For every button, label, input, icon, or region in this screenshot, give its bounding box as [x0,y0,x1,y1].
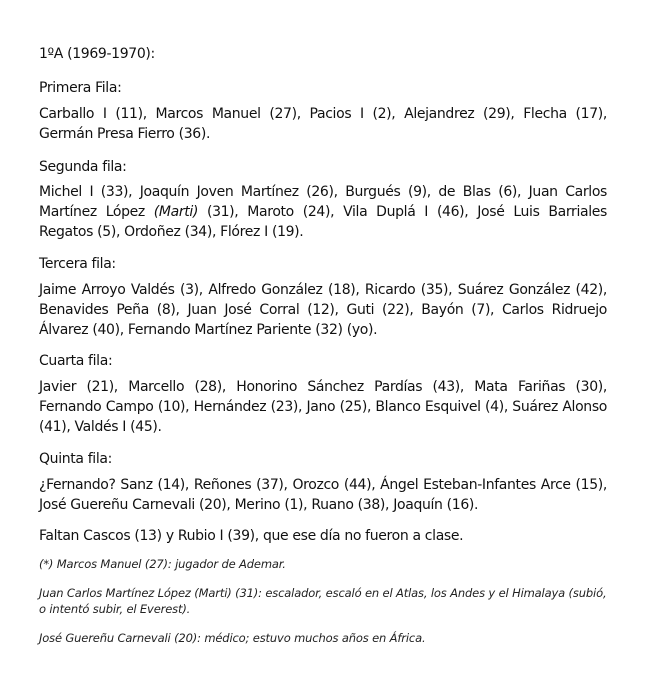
footnote-2: Juan Carlos Martínez López (Marti) (31): escalador, escaló en el Atlas, los Andes y el Himalaya (subió, o intentó subir, el Everest). [39,586,607,616]
class-heading: 1ºA (1969-1970): [39,46,155,62]
row-label-first: Primera Fila: [39,80,122,96]
row-names-second [39,182,607,242]
row-label-third: Tercera fila: [39,256,116,272]
row-label-second: Segunda fila: [39,159,127,175]
absent-note: Faltan Cascos (13) y Rubio I (39), que ese día no fueron a clase. [39,528,464,544]
row-names-second-part2: (31), Maroto (24), Vila Duplá I (46), José Luis Barriales Regatos (5), Ordoñez (34), Flórez I (19). [39,204,607,240]
row-names-fifth: ¿Fernando? Sanz (14), Reñones (37), Orozco (44), Ángel Esteban-Infantes Arce (15), José Guereñu Carnevali (20), Merino (1), Ruano (38), Joaquín (16). [39,477,607,513]
footnote-1: (*) Marcos Manuel (27): jugador de Ademar. [39,557,286,571]
nickname-marti: (Marti) [153,204,199,220]
row-label-fourth: Cuarta fila: [39,353,113,369]
row-names-fourth: Javier (21), Marcello (28), Honorino Sánchez Pardías (43), Mata Fariñas (30), Fernando Campo (10), Hernández (23), Jano (25), Blanco Esquivel (4), Suárez Alonso (41), Valdés I (45). [39,379,607,435]
row-names-first: Carballo I (11), Marcos Manuel (27), Pacios I (2), Alejandrez (29), Flecha (17), Germán Presa Fierro (36). [39,106,607,142]
row-label-fifth: Quinta fila: [39,451,112,467]
row-names-third: Jaime Arroyo Valdés (3), Alfredo González (18), Ricardo (35), Suárez González (42), Benavides Peña (8), Juan José Corral (12), Guti (22), Bayón (7), Carlos Ridruejo Álvarez (40), Fernando Martínez Pariente (32) (yo). [39,282,607,338]
footnote-3: José Guereñu Carnevali (20): médico; estuvo muchos años en África. [39,631,426,645]
row-names-second-part1: Michel I (33), Joaquín Joven Martínez (26), Burgués (9), de Blas (6), Juan Carlos Martínez López [39,184,607,220]
